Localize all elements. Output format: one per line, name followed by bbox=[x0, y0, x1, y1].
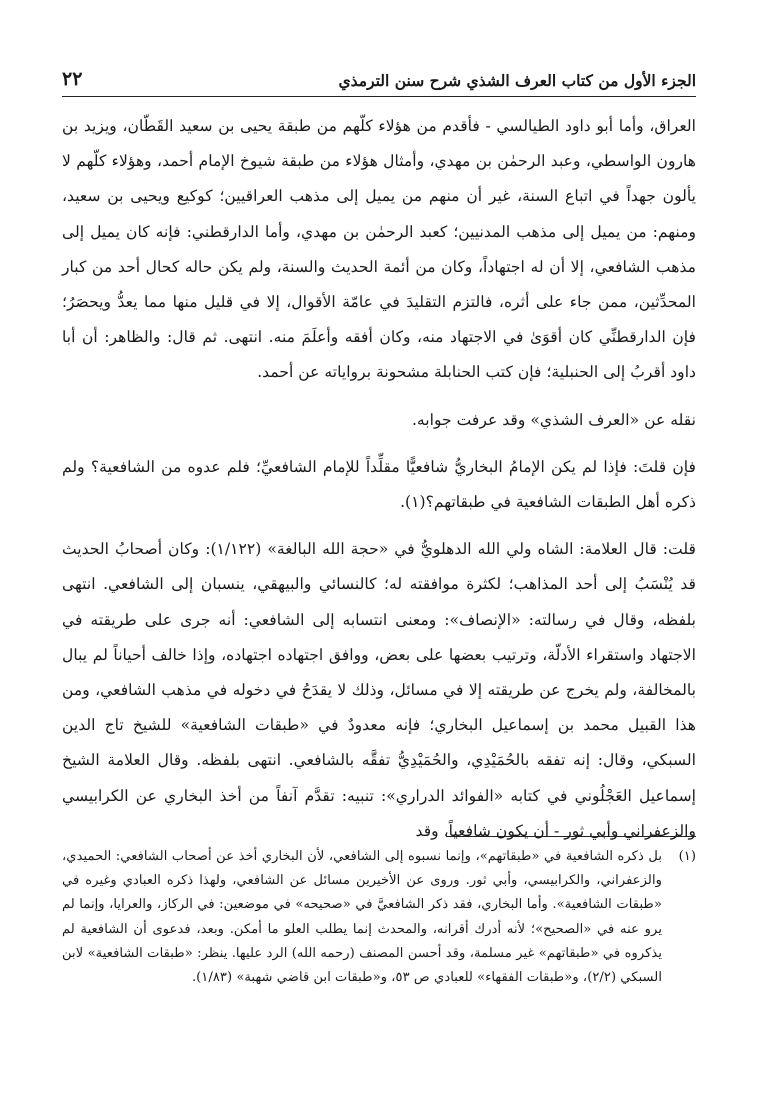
paragraph-3: فإن قلتَ: فإذا لم يكن الإمامُ البخاريُّ شافعيًّا مقلِّداً للإمام الشافعيِّ؛ فلم عدوه من الشافعية؟ ولم ذكره أهل الطبقات الشافعية في طبقاتهم؟(١). bbox=[62, 457, 696, 512]
footnote-1 bbox=[62, 845, 696, 990]
footnotes bbox=[62, 836, 696, 990]
main-text bbox=[62, 109, 696, 849]
book-page bbox=[62, 56, 696, 1086]
paragraph-4: قلت: قال العلامة: الشاه ولي الله الدهلويُّ في «حجة الله البالغة» (١/١٢٢): وكان أصحابُ الحديث قد يُنْسَبُ إلى أحد المذاهب؛ لكثرة موافقته له؛ كالنسائي والبيهقي، ينسبان إلى الشافعي. انتهى بلفظه، وقال في رسالته: «الإنصاف»: ومعنى انتسابه إلى الشافعي: أنه جرى على طريقته في الاجتهاد واستقراء الأدلّة، وترتيب بعضها على بعض، ووافق اجتهاده اجتهاده، وإذا خالف أحياناً لم يبال بالمخالفة، ولم يخرج عن طريقته إلا في مسائل، وذلك لا يقدَحُ في دخوله في مذهب الشافعي، ومن هذا القبيل محمد بن إسماعيل البخاري؛ فإنه معدودٌ في «طبقات الشافعية» للشيخ تاج الدين السبكي، وقال: إنه تفقه بالحُمَيْدِي، والحُمَيْدِيُّ تفقَّه بالشافعي. انتهى بلفظه. وقال العلامة الشيخ إسماعيل العَجْلُوني في كتابه «الفوائد الدراري»: تنبيه: تقدَّم آنفاً من أخذ البخاري عن الكرابيسي والزعفراني وأبي ثور - أن يكون شافعياً، وقد bbox=[62, 540, 696, 840]
page-header bbox=[62, 56, 696, 97]
footnote-divider bbox=[446, 836, 696, 837]
footnote-text: بل ذكره الشافعية في «طبقاتهم»، وإنما نسبوه إلى الشافعي، لأن البخاري أخذ عن أصحاب الشافعي: الحميدي، والزعفراني، والكرابيسي، وأبي ثور. وروى عن الأخيرين مسائل عن الشافعي، ولهذا ذكره العبادي وغيره في «طبقات الشافعية». وأما البخاري، فقد ذكر الشافعيَّ في «صحيحه» في موضعين: في الركاز، والعرايا، وإنما لم يرو عنه في «الصحيح»؛ لأنه أدرك أقرانه، والمحدث إنما يطلب العلو ما أمكن. وبعد، فدعوى أن الشافعية لم يذكروه في «طبقاتهم» غير مسلمة، وقد أحسن المصنف (رحمه الله) الرد عليها. ينظر: «طبقات الشافعية» لابن السبكي (٢/٢)، و«طبقات الفقهاء» للعبادي ص ٥٣، و«طبقات ابن قاضي شهبة» (١/٨٣). bbox=[62, 849, 662, 986]
paragraph-2: نقله عن «العرف الشذي» وقد عرفت جوابه. bbox=[411, 410, 696, 429]
paragraph-1: العراق، وأما أبو داود الطيالسي - فأقدم من هؤلاء كلّهم من طبقة يحيى بن سعيد القَطّان، ويزيد بن هارون الواسطي، وعبد الرحمٰن بن مهدي، وأمثال هؤلاء من طبقة شيوخ الإمام أحمد، وهؤلاء كلّهم لا يألون جهداً في اتباع السنة، غير أن منهم من يميل إلى مذهب العراقيين؛ كوكيع ويحيى بن سعيد، ومنهم: من يميل إلى مذهب المدنيين؛ كعبد الرحمٰن بن مهدي، وأما الدارقطني: فإنه كان يميل إلى مذهب الشافعي، إلا أن له اجتهاداً، وكان من أئمة الحديث والسنة، ولم يكن حاله كحال أحد من كبار المحدِّثين، ممن جاء على أثره، فالتزم التقليدَ في عامّة الأقوال، إلا في قليل منها مما يعدُّ ويحصَرُ؛ فإن الدارقطنِّي كان أقوَىٰ في الاجتهاد منه، وكان أفقه وأعلَمَ منه. انتهى. ثم قال: والظاهر: أن أبا داود أقربُ إلى الحنبلية؛ فإن كتب الحنابلة مشحونة برواياته عن أحمد. bbox=[62, 117, 696, 382]
page-number: ٢٢ bbox=[62, 68, 83, 90]
running-title: الجزء الأول من كتاب العرف الشذي شرح سنن الترمذي bbox=[338, 71, 696, 90]
footnote-marker: (١) bbox=[678, 849, 696, 864]
